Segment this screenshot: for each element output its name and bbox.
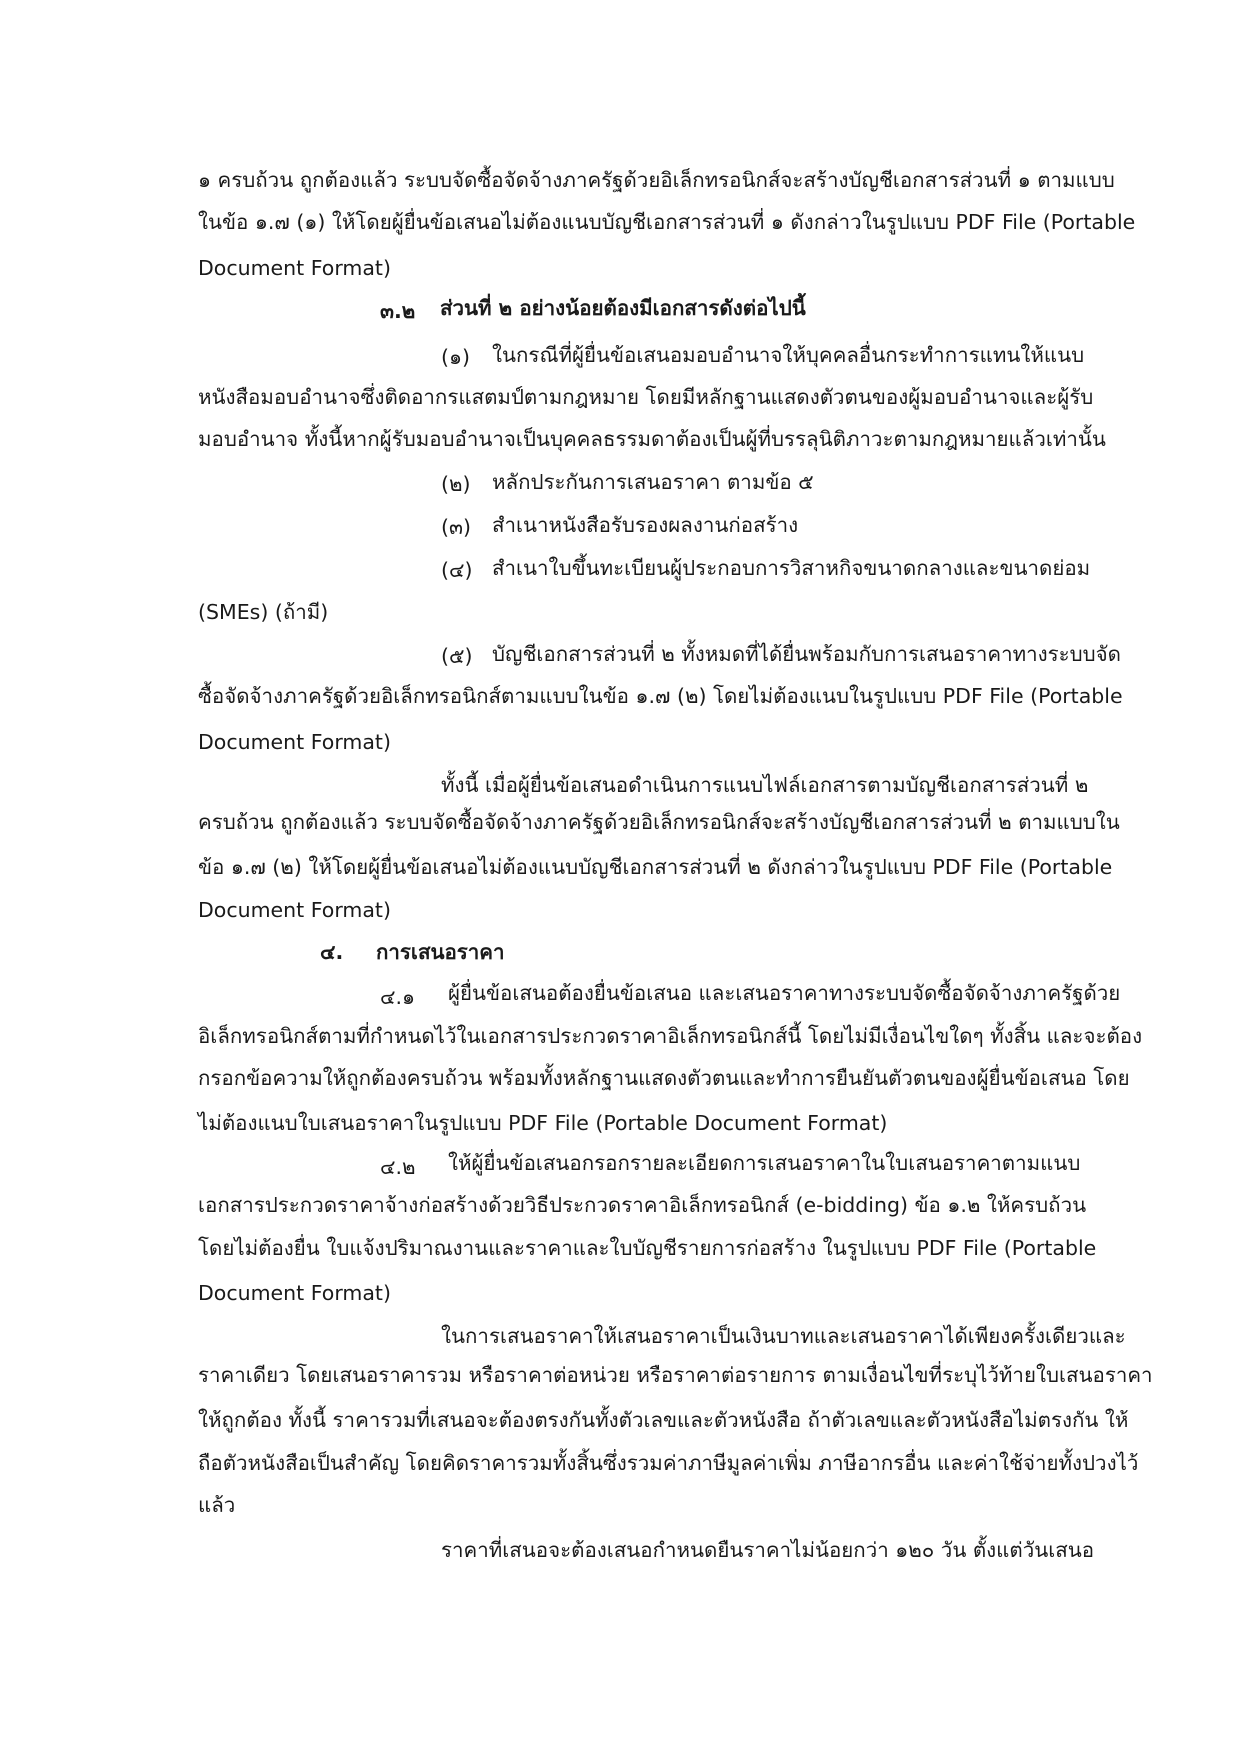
section-heading: การเสนอราคา	[376, 940, 505, 964]
text-line: มอบอำนาจ ทั้งนี้หากผู้รับมอบอำนาจเป็นบุคคลธรรมดาต้องเป็นผู้ที่บรรลุนิติภาวะตามกฎหมายแล้วเท่านั้น	[198, 427, 1106, 451]
text-line: ราคาเดียว โดยเสนอราคารวม หรือราคาต่อหน่วย หรือราคาต่อรายการ ตามเงื่อนไขที่ระบุไว้ท้ายใบเสนอราคา	[198, 1363, 1153, 1387]
text-line: ๑ ครบถ้วน ถูกต้องแล้ว ระบบจัดซื้อจัดจ้างภาครัฐด้วยอิเล็กทรอนิกส์จะสร้างบัญชีเอกสารส่วนที่ ๑ ตามแบบ	[198, 168, 1115, 192]
item-number: (๔)	[441, 558, 473, 582]
item-number: ๔.๑	[380, 985, 416, 1009]
text-line: ไม่ต้องแนบใบเสนอราคาในรูปแบบ PDF File (Portable Document Format)	[198, 1111, 888, 1135]
text-line: สำเนาหนังสือรับรองผลงานก่อสร้าง	[492, 513, 799, 537]
text-line: ราคาที่เสนอจะต้องเสนอกำหนดยืนราคาไม่น้อยกว่า ๑๒๐ วัน ตั้งแต่วันเสนอ	[441, 1538, 1095, 1562]
text-line: Document Format)	[198, 898, 391, 922]
item-number: ๔.๒	[380, 1155, 416, 1179]
text-line: Document Format)	[198, 1281, 391, 1305]
text-line: กรอกข้อความให้ถูกต้องครบถ้วน พร้อมทั้งหลักฐานแสดงตัวตนและทำการยืนยันตัวตนของผู้ยื่นข้อเสนอ โดย	[198, 1066, 1130, 1090]
text-line: Document Format)	[198, 730, 391, 754]
text-line: ทั้งนี้ เมื่อผู้ยื่นข้อเสนอดำเนินการแนบไฟล์เอกสารตามบัญชีเอกสารส่วนที่ ๒	[441, 773, 1089, 797]
text-line: ข้อ ๑.๗ (๒) ให้โดยผู้ยื่นข้อเสนอไม่ต้องแนบบัญชีเอกสารส่วนที่ ๒ ดังกล่าวในรูปแบบ PDF File (Portable	[198, 855, 1113, 879]
text-line: ให้ผู้ยื่นข้อเสนอกรอกรายละเอียดการเสนอราคาในใบเสนอราคาตามแนบ	[448, 1151, 1081, 1175]
text-line: แล้ว	[198, 1493, 236, 1517]
text-line: ครบถ้วน ถูกต้องแล้ว ระบบจัดซื้อจัดจ้างภาครัฐด้วยอิเล็กทรอนิกส์จะสร้างบัญชีเอกสารส่วนที่ ๒ ตามแบบใน	[198, 810, 1120, 834]
text-line: อิเล็กทรอนิกส์ตามที่กำหนดไว้ในเอกสารประกวดราคาอิเล็กทรอนิกส์นี้ โดยไม่มีเงื่อนไขใดๆ ทั้งสิ้น และจะต้อง	[198, 1024, 1143, 1048]
text-line: ถือตัวหนังสือเป็นสำคัญ โดยคิดราคารวมทั้งสิ้นซึ่งรวมค่าภาษีมูลค่าเพิ่ม ภาษีอากรอื่น และค่าใช้จ่ายทั้งปวงไว้	[198, 1451, 1139, 1475]
text-line: ในข้อ ๑.๗ (๑) ให้โดยผู้ยื่นข้อเสนอไม่ต้องแนบบัญชีเอกสารส่วนที่ ๑ ดังกล่าวในรูปแบบ PDF File (Portable	[198, 210, 1136, 234]
text-line: ให้ถูกต้อง ทั้งนี้ ราคารวมที่เสนอจะต้องตรงกันทั้งตัวเลขและตัวหนังสือ ถ้าตัวเลขและตัวหนังสือไม่ตรงกัน ให้	[198, 1408, 1129, 1432]
item-number: (๓)	[441, 515, 472, 539]
text-line: ผู้ยื่นข้อเสนอต้องยื่นข้อเสนอ และเสนอราคาทางระบบจัดซื้อจัดจ้างภาครัฐด้วย	[448, 981, 1121, 1005]
section-heading: ส่วนที่ ๒ อย่างน้อยต้องมีเอกสารดังต่อไปนี้	[440, 296, 806, 320]
section-number: ๓.๒	[380, 299, 416, 323]
section-number: ๔.	[320, 940, 344, 964]
text-line: ในการเสนอราคาให้เสนอราคาเป็นเงินบาทและเสนอราคาได้เพียงครั้งเดียวและ	[441, 1324, 1126, 1348]
item-number: (๒)	[441, 472, 471, 496]
item-number: (๕)	[441, 644, 473, 668]
text-line: เอกสารประกวดราคาจ้างก่อสร้างด้วยวิธีประกวดราคาอิเล็กทรอนิกส์ (e-bidding) ข้อ ๑.๒ ให้ครบถ้วน	[198, 1193, 1087, 1217]
text-line: หนังสือมอบอำนาจซึ่งติดอากรแสตมป์ตามกฎหมาย โดยมีหลักฐานแสดงตัวตนของผู้มอบอำนาจและผู้รับ	[198, 385, 1094, 409]
text-line: โดยไม่ต้องยื่น ใบแจ้งปริมาณงานและราคาและใบบัญชีรายการก่อสร้าง ในรูปแบบ PDF File (Portable	[198, 1236, 1097, 1260]
text-line: หลักประกันการเสนอราคา ตามข้อ ๕	[492, 470, 814, 494]
text-line: สำเนาใบขึ้นทะเบียนผู้ประกอบการวิสาหกิจขนาดกลางและขนาดย่อม	[492, 556, 1091, 580]
text-line: (SMEs) (ถ้ามี)	[198, 600, 329, 624]
text-line: บัญชีเอกสารส่วนที่ ๒ ทั้งหมดที่ได้ยื่นพร้อมกับการเสนอราคาทางระบบจัด	[492, 642, 1121, 666]
text-line: Document Format)	[198, 256, 391, 280]
text-line: ในกรณีที่ผู้ยื่นข้อเสนอมอบอำนาจให้บุคคลอื่นกระทำการแทนให้แนบ	[492, 343, 1085, 367]
text-line: ซื้อจัดจ้างภาครัฐด้วยอิเล็กทรอนิกส์ตามแบบในข้อ ๑.๗ (๒) โดยไม่ต้องแนบในรูปแบบ PDF File (Portable	[198, 684, 1123, 708]
item-number: (๑)	[441, 345, 471, 369]
